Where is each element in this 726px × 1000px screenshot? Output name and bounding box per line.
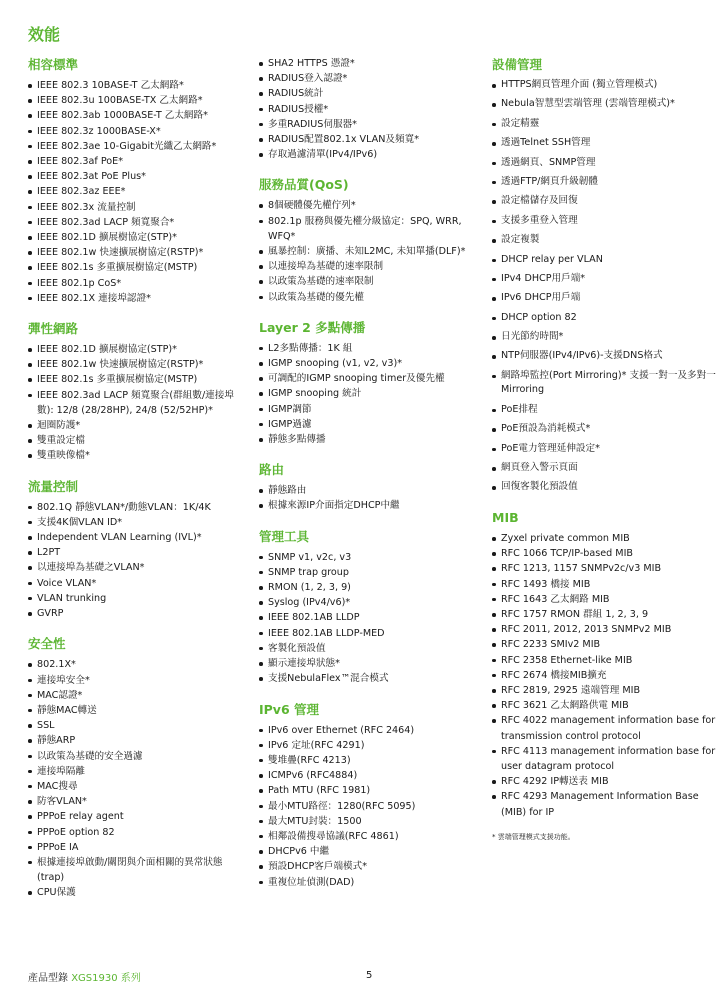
list-item: IPv4 DHCP用戶端*: [490, 272, 718, 287]
list-item: 連接埠隔離: [26, 764, 248, 779]
list-item: DHCPv6 中繼: [257, 844, 482, 859]
list-item: IEEE 802.3ab 1000BASE-T 乙太網路*: [26, 108, 248, 123]
section-mib: [490, 509, 718, 843]
list-item: CPU保護: [26, 885, 248, 900]
list-item: PPPoE option 82: [26, 825, 248, 840]
list-item: RFC 1643 乙太網路 MIB: [490, 592, 718, 607]
list-item: 最大MTU封裝：1500: [257, 814, 482, 829]
list-item: RFC 2819, 2925 遠端管理 MIB: [490, 683, 718, 698]
list-item: SNMP v1, v2c, v3: [257, 550, 482, 565]
list-item: 支援4K個VLAN ID*: [26, 515, 248, 530]
list-item: RADIUS授權*: [257, 102, 482, 117]
item-list: [257, 550, 482, 687]
list-item: VLAN trunking: [26, 591, 248, 606]
item-list: [257, 483, 482, 513]
section-title: 路由: [259, 462, 285, 478]
section-title: Layer 2 多點傳播: [259, 319, 366, 335]
list-item: Voice VLAN*: [26, 576, 248, 591]
section-security-cont: [257, 56, 482, 162]
section-title: IPv6 管理: [259, 701, 320, 717]
list-item: IEEE 802.1X 連接埠認證*: [26, 291, 248, 306]
list-item: HTTPS網頁管理介面 (獨立管理模式): [490, 78, 718, 93]
list-item: 802.1Q 靜態VLAN*/動態VLAN：1K/4K: [26, 500, 248, 515]
list-item: Independent VLAN Learning (IVL)*: [26, 530, 248, 545]
list-item: PPPoE IA: [26, 840, 248, 855]
list-item: 存取過濾清單(IPv4/IPv6): [257, 147, 482, 162]
list-item: IEEE 802.3ad LACP 頻寬聚合(群組數/連接埠數): 12/8 (28/28HP), 24/8 (52/52HP)*: [26, 388, 248, 418]
list-item: Nebula智慧型雲端管理 (雲端管理模式)*: [490, 97, 718, 112]
list-item: RFC 2674 橋接MIB擴充: [490, 668, 718, 683]
item-list: [26, 657, 248, 900]
list-item: 回復客製化預設值: [490, 480, 718, 495]
item-list: [257, 56, 482, 162]
list-item: IEEE 802.3z 1000BASE-X*: [26, 124, 248, 139]
list-item: IEEE 802.1D 擴展樹協定(STP)*: [26, 230, 248, 245]
item-list: [257, 341, 482, 447]
list-item: RFC 2358 Ethernet-like MIB: [490, 653, 718, 668]
list-item: IEEE 802.1w 快速擴展樹協定(RSTP)*: [26, 357, 248, 372]
list-item: RFC 4292 IP轉送表 MIB: [490, 774, 718, 789]
list-item: 設定複製: [490, 233, 718, 248]
list-item: 風暴控制：廣播、未知L2MC, 未知單播(DLF)*: [257, 244, 482, 259]
page-title: 效能: [28, 25, 61, 44]
list-item: 靜態MAC轉送: [26, 703, 248, 718]
list-item: DHCP option 82: [490, 311, 718, 326]
list-item: 相鄰設備搜尋協議(RFC 4861): [257, 829, 482, 844]
list-item: 8個硬體優先權佇列*: [257, 198, 482, 213]
item-list: [490, 78, 718, 495]
list-item: IGMP snooping 統計: [257, 386, 482, 401]
list-item: 雙堆疊(RFC 4213): [257, 753, 482, 768]
section-title: 流量控制: [28, 478, 79, 494]
list-item: 迴圈防護*: [26, 418, 248, 433]
list-item: IPv6 DHCP用戶端: [490, 291, 718, 306]
list-item: IEEE 802.1s 多重擴展樹協定(MSTP): [26, 372, 248, 387]
list-item: IGMP過濾: [257, 417, 482, 432]
list-item: 顯示連接埠狀態*: [257, 656, 482, 671]
list-item: 日光節約時間*: [490, 330, 718, 345]
list-item: 設定精靈: [490, 117, 718, 132]
list-item: 雙重設定檔: [26, 433, 248, 448]
list-item: IEEE 802.3ad LACP 頻寬聚合*: [26, 215, 248, 230]
list-item: RFC 4022 management information base for transmission control protocol: [490, 713, 718, 743]
list-item: IEEE 802.1p CoS*: [26, 276, 248, 291]
list-item: 網路埠監控(Port Mirroring)* 支援一對一及多對一Mirroring: [490, 369, 718, 398]
list-item: L2多點傳播：1K 組: [257, 341, 482, 356]
list-item: NTP伺服器(IPv4/IPv6)-支援DNS格式: [490, 349, 718, 364]
list-item: MAC搜尋: [26, 779, 248, 794]
list-item: RFC 1493 橋接 MIB: [490, 577, 718, 592]
list-item: IEEE 802.1AB LLDP: [257, 610, 482, 625]
list-item: 以連接埠為基礎之VLAN*: [26, 560, 248, 575]
list-item: 靜態ARP: [26, 733, 248, 748]
item-list: [490, 531, 718, 820]
page-number: 5: [366, 970, 373, 981]
column-2: [257, 56, 482, 904]
section-title: 管理工具: [259, 528, 310, 544]
list-item: IEEE 802.1w 快速擴展樹協定(RSTP)*: [26, 245, 248, 260]
list-item: 最小MTU路徑：1280(RFC 5095): [257, 799, 482, 814]
list-item: RMON (1, 2, 3, 9): [257, 580, 482, 595]
list-item: RADIUS登入認證*: [257, 71, 482, 86]
list-item: 可調配的IGMP snooping timer及優先權: [257, 371, 482, 386]
list-item: PPPoE relay agent: [26, 809, 248, 824]
section-qos: [257, 176, 482, 304]
section-traffic: [26, 478, 248, 622]
list-item: 802.1X*: [26, 657, 248, 672]
list-item: SHA2 HTTPS 憑證*: [257, 56, 482, 71]
list-item: 以政策為基礎的速率限制: [257, 274, 482, 289]
section-title: 彈性網路: [28, 321, 79, 337]
list-item: RFC 1213, 1157 SNMPv2c/v3 MIB: [490, 561, 718, 576]
list-item: 雙重映像檔*: [26, 448, 248, 463]
section-title: 相容標準: [28, 57, 79, 72]
section-mgmt-tools: [257, 528, 482, 687]
list-item: IEEE 802.3af PoE*: [26, 154, 248, 169]
item-list: [26, 342, 248, 464]
catalog-label: 產品型錄: [28, 973, 72, 984]
column-1: [26, 56, 248, 915]
list-item: RFC 2011, 2012, 2013 SNMPv2 MIB: [490, 622, 718, 637]
list-item: 透過網頁、SNMP管理: [490, 156, 718, 171]
list-item: 客製化預設值: [257, 641, 482, 656]
list-item: 重複位址偵測(DAD): [257, 875, 482, 890]
list-item: 防客VLAN*: [26, 794, 248, 809]
list-item: IEEE 802.3ae 10-Gigabit光纖乙太網路*: [26, 139, 248, 154]
list-item: RADIUS配置802.1x VLAN及頻寬*: [257, 132, 482, 147]
list-item: IGMP調節: [257, 402, 482, 417]
item-list: [257, 723, 482, 890]
list-item: IGMP snooping (v1, v2, v3)*: [257, 356, 482, 371]
list-item: 以政策為基礎的優先權: [257, 290, 482, 305]
item-list: [26, 78, 248, 306]
list-item: 靜態多點傳播: [257, 432, 482, 447]
list-item: RFC 1757 RMON 群組 1, 2, 3, 9: [490, 607, 718, 622]
footer-catalog: [28, 969, 141, 984]
section-security: [26, 635, 248, 900]
list-item: L2PT: [26, 545, 248, 560]
section-title: 設備管理: [492, 57, 543, 72]
list-item: 以政策為基礎的安全過濾: [26, 749, 248, 764]
section-title: 服務品質(QoS): [259, 177, 349, 193]
section-title: MIB: [492, 510, 519, 525]
list-item: PoE電力管理延伸設定*: [490, 442, 718, 457]
list-item: 以連接埠為基礎的速率限制: [257, 259, 482, 274]
section-device-mgmt: [490, 56, 718, 495]
list-item: IEEE 802.3x 流量控制: [26, 200, 248, 215]
list-item: 根據來源IP介面指定DHCP中繼: [257, 498, 482, 513]
list-item: IEEE 802.3u 100BASE-TX 乙太網路*: [26, 93, 248, 108]
list-item: MAC認證*: [26, 688, 248, 703]
list-item: IPv6 定址(RFC 4291): [257, 738, 482, 753]
list-item: GVRP: [26, 606, 248, 621]
list-item: IEEE 802.3at PoE Plus*: [26, 169, 248, 184]
list-item: IEEE 802.3 10BASE-T 乙太網路*: [26, 78, 248, 93]
list-item: SSL: [26, 718, 248, 733]
item-list: [26, 500, 248, 622]
list-item: 支援NebulaFlex™混合模式: [257, 671, 482, 686]
list-item: 透過Telnet SSH管理: [490, 136, 718, 151]
list-item: SNMP trap group: [257, 565, 482, 580]
item-list: [257, 198, 482, 304]
list-item: RFC 3621 乙太網路供電 MIB: [490, 698, 718, 713]
section-resilient: [26, 320, 248, 464]
column-3: [490, 56, 718, 857]
list-item: PoE排程: [490, 403, 718, 418]
list-item: 根據連接埠啟動/關閉與介面相關的異常狀態(trap): [26, 855, 248, 885]
list-item: 支援多重登入管理: [490, 214, 718, 229]
series-label: XGS1930 系列: [71, 973, 141, 984]
list-item: DHCP relay per VLAN: [490, 253, 718, 268]
list-item: PoE預設為消耗模式*: [490, 422, 718, 437]
list-item: 連接埠安全*: [26, 673, 248, 688]
list-item: 802.1p 服務與優先權分級協定：SPQ, WRR, WFQ*: [257, 214, 482, 244]
list-item: 多重RADIUS伺服器*: [257, 117, 482, 132]
list-item: RFC 4113 management information base for user datagram protocol: [490, 744, 718, 774]
list-item: 靜態路由: [257, 483, 482, 498]
list-item: 預設DHCP客戶端模式*: [257, 859, 482, 874]
list-item: 網頁登入警示頁面: [490, 461, 718, 476]
list-item: IPv6 over Ethernet (RFC 2464): [257, 723, 482, 738]
section-routing: [257, 461, 482, 513]
list-item: 透過FTP/網頁升級韌體: [490, 175, 718, 190]
list-item: IEEE 802.1s 多重擴展樹協定(MSTP): [26, 260, 248, 275]
list-item: IEEE 802.3az EEE*: [26, 184, 248, 199]
list-item: IEEE 802.1D 擴展樹協定(STP)*: [26, 342, 248, 357]
list-item: Syslog (IPv4/v6)*: [257, 595, 482, 610]
section-title: 安全性: [28, 636, 66, 652]
list-item: Path MTU (RFC 1981): [257, 783, 482, 798]
list-item: 設定檔儲存及回復: [490, 194, 718, 209]
list-item: Zyxel private common MIB: [490, 531, 718, 546]
section-multicast: [257, 319, 482, 447]
list-item: RFC 4293 Management Information Base (MIB) for IP: [490, 789, 718, 819]
list-item: RFC 2233 SMIv2 MIB: [490, 637, 718, 652]
list-item: IEEE 802.1AB LLDP-MED: [257, 626, 482, 641]
list-item: ICMPv6 (RFC4884): [257, 768, 482, 783]
section-ipv6: [257, 701, 482, 890]
list-item: RFC 1066 TCP/IP-based MIB: [490, 546, 718, 561]
list-item: RADIUS統計: [257, 86, 482, 101]
section-compat: [26, 56, 248, 306]
footnote: * 雲端管理模式支援功能。: [492, 832, 575, 841]
